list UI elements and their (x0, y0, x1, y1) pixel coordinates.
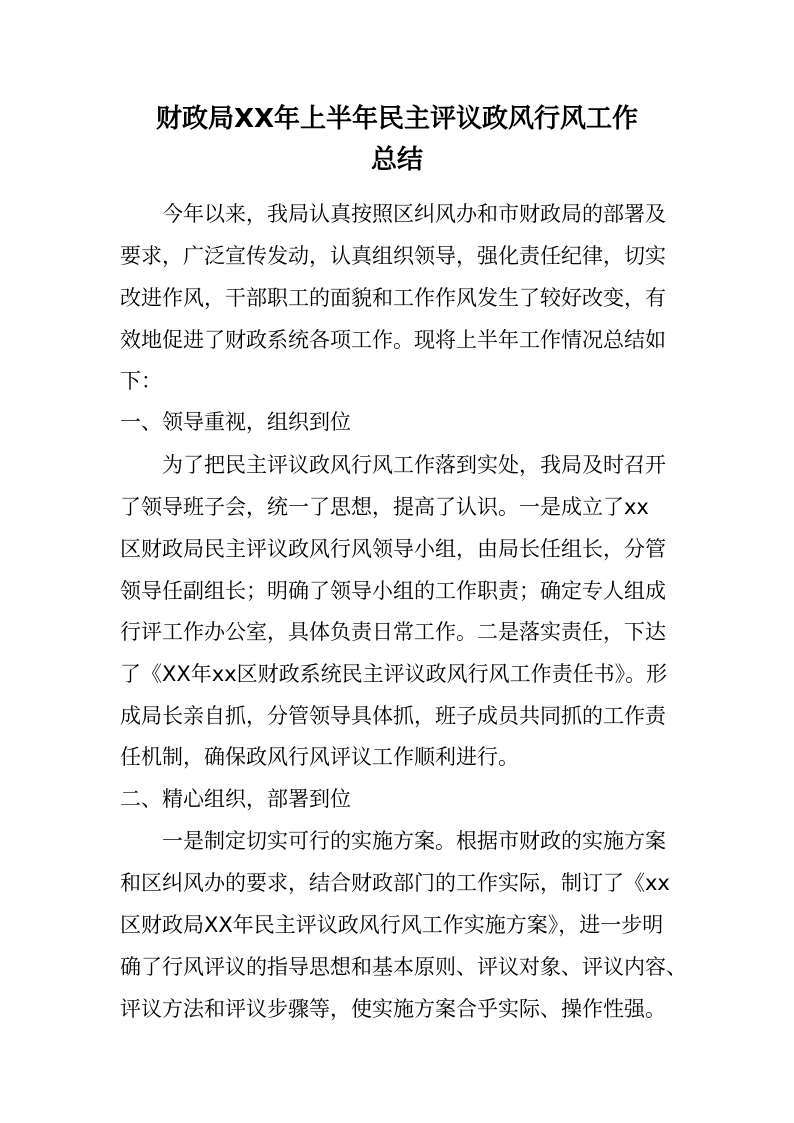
body-line: 效地促进了财政系统各项工作。现将上半年工作情况总结如 (120, 328, 666, 352)
body-line: 区财政局民主评议政风行风领导小组，由局长任组长，分管 (120, 537, 666, 561)
body-line: 领导任副组长；明确了领导小组的工作职责；确定专人组成 (120, 579, 666, 603)
body-line: 今年以来，我局认真按照区纠风办和市财政局的部署及 (162, 202, 666, 226)
body-line: 区财政局XX年民主评议政风行风工作实施方案》，进一步明 (120, 913, 664, 937)
document-title-line-1: 财政局XX年上半年民主评议政风行风工作 (155, 104, 639, 134)
body-line: 评议方法和评议步骤等，使实施方案合乎实际、操作性强。 (120, 997, 666, 1021)
body-line: 改进作风，干部职工的面貌和工作作风发生了较好改变，有 (120, 286, 666, 310)
body-line: 行评工作办公室，具体负责日常工作。二是落实责任，下达 (120, 620, 666, 644)
body-line: 一是制定切实可行的实施方案。根据市财政的实施方案 (162, 829, 666, 853)
body-line: 和区纠风办的要求，结合财政部门的工作实际，制订了《xx (120, 871, 670, 895)
document-title-line-2: 总结 (370, 145, 423, 175)
body-line: 任机制，确保政风行风评议工作顺利进行。 (120, 745, 519, 769)
body-line: 了领导班子会，统一了思想，提高了认识。一是成立了xx (120, 495, 649, 519)
body-line: 了《XX年xx区财政系统民主评议政风行风工作责任书》。形 (120, 662, 668, 686)
body-line: 要求，广泛宣传发动，认真组织领导，强化责任纪律，切实 (120, 244, 666, 268)
body-line: 成局长亲自抓，分管领导具体抓，班子成员共同抓的工作责 (120, 704, 666, 728)
section-heading-1: 一、领导重视，组织到位 (120, 410, 351, 434)
section-heading-2: 二、精心组织，部署到位 (120, 787, 351, 811)
body-line: 确了行风评议的指导思想和基本原则、评议对象、评议内容、 (120, 955, 687, 979)
body-line: 为了把民主评议政风行风工作落到实处，我局及时召开 (162, 453, 666, 477)
body-line: 下： (120, 369, 162, 393)
